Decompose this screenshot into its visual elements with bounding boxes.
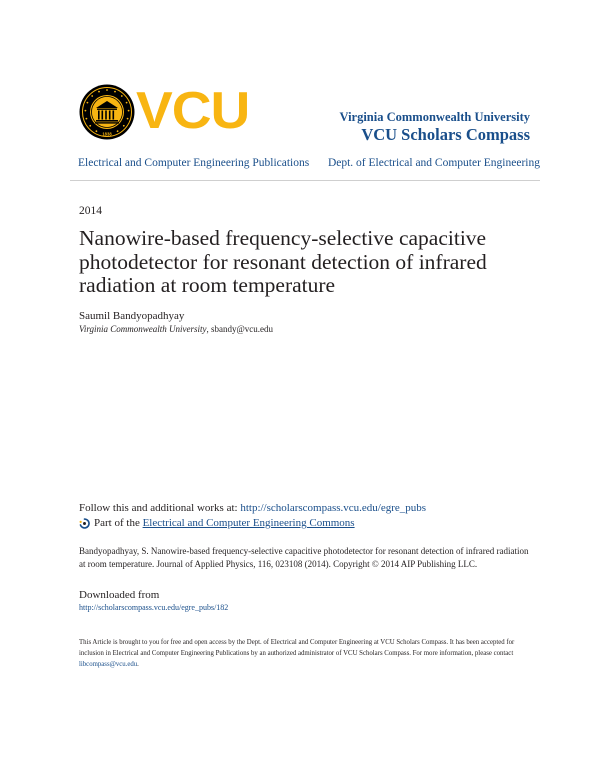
collection-link-publications[interactable]: Electrical and Computer Engineering Publications: [78, 157, 310, 169]
vcu-logo: [79, 84, 261, 140]
author-name: Saumil Bandyopadhyay: [79, 310, 185, 322]
notice-end: .: [137, 661, 139, 668]
author-affiliation: [79, 324, 273, 334]
collections-bar: [70, 143, 540, 181]
partof-label: Part of the: [94, 517, 140, 529]
downloaded-url-link[interactable]: http://scholarscompass.vcu.edu/egre_pubs/182: [79, 603, 229, 612]
seal-year: 1838: [102, 131, 112, 137]
affiliation-email: , sbandy@vcu.edu: [206, 324, 274, 334]
affiliation-org: Virginia Commonwealth University: [79, 324, 207, 334]
follow-line: [79, 502, 426, 514]
part-of-line: [79, 517, 355, 529]
article-title: Nanowire-based frequency-selective capacitive photodetector for resonant detection of infrared radiation at room temperature: [79, 226, 487, 297]
vcu-wordmark-text: VCU: [136, 82, 250, 140]
downloaded-label: Downloaded from: [79, 589, 160, 601]
publication-year: 2014: [79, 205, 102, 217]
institution-header: [340, 109, 531, 145]
notice-text: This Article is brought to you for free and open access by the Dept. of Electrical and Computer Engineering at VCU Scholars Compass. It has been accepted for inclusion in Electrical and Computer Engineering Publications by an authorized administrator of VCU Scholars Compass. For more information, please contact: [79, 639, 515, 657]
follow-url-link[interactable]: http://scholarscompass.vcu.edu/egre_pubs: [240, 502, 427, 514]
repository-name[interactable]: VCU Scholars Compass: [361, 125, 530, 144]
contact-email-link[interactable]: libcompass@vcu.edu: [79, 661, 138, 668]
access-notice: [79, 637, 529, 670]
citation-text: Bandyopadhyay, S. Nanowire-based frequency-selective capacitive photodetector for resonant detection of infrared radiation at room temperature. Journal of Applied Physics, 116, 023108 (2014). Copyright © 2014 AIP Publishing LLC.: [79, 546, 529, 569]
university-seal-icon: [79, 84, 135, 140]
commons-link[interactable]: Electrical and Computer Engineering Commons: [142, 517, 355, 529]
collection-link-department[interactable]: Dept. of Electrical and Computer Engineering: [327, 157, 540, 169]
follow-label: Follow this and additional works at:: [79, 502, 241, 514]
network-icon: [79, 518, 90, 529]
vcu-wordmark: [136, 78, 250, 144]
institution-name[interactable]: Virginia Commonwealth University: [339, 110, 530, 124]
